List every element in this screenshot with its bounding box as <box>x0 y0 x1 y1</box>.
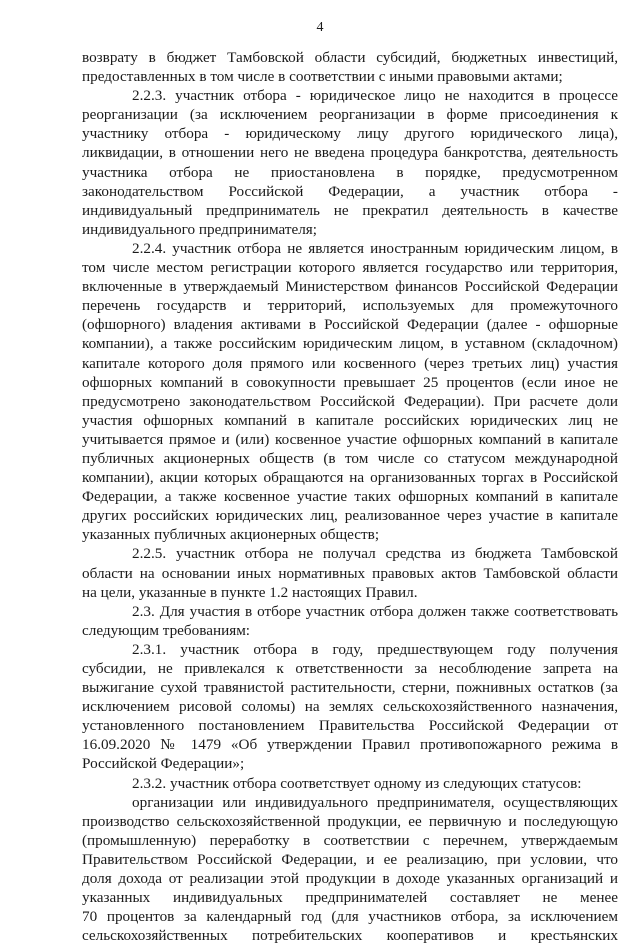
text-line: указанных публичных акционерных обществ; <box>82 526 380 544</box>
text-line: организации или индивидуального предпринимателя, осуществляющих <box>132 793 618 811</box>
text-line: на цели, указанные в пункте 1.2 настоящих Правил. <box>82 583 418 601</box>
text-line: перечень государств и территорий, используемых для промежуточного <box>82 297 618 315</box>
text-line: следующим требованиям: <box>82 621 251 639</box>
text-line: субсидии, не привлекался к ответственности за несоблюдение запрета на <box>82 660 618 677</box>
page-number: 4 <box>316 20 324 35</box>
text-line: (промышленную) переработку в соответствии с перечнем, утверждаемым <box>82 831 618 849</box>
text-line: участия офшорных компаний в капитале российских юридических лиц не <box>82 411 618 429</box>
text-line: Правительством Российской Федерации, и ее реализацию, при условии, что <box>82 850 618 868</box>
text-line: публичных акционерных обществ (в том числе со статусом международной <box>82 449 618 467</box>
text-line: исключением рисовой соломы) на землях сельскохозяйственного назначения, <box>82 698 618 716</box>
text-line: 2.3.2. участник отбора соответствует одному из следующих статусов: <box>132 774 582 792</box>
text-line: учитывается прямое и (или) косвенное участие офшорных компаний в капитале <box>82 430 618 448</box>
text-line: включенные в утверждаемый Министерством финансов Российской Федерации <box>82 278 618 296</box>
text-line: реорганизации (за исключением реорганизации в форме присоединения к <box>82 106 618 124</box>
text-line: установленного постановлением Правительства Российской Федерации от <box>82 717 618 735</box>
text-line: 16.09.2020 № 1479 «Об утверждении Правил противопожарного режима в <box>82 736 618 754</box>
text-line: том числе местом регистрации которого является государство или территория, <box>82 259 618 277</box>
text-line: законодательством Российской Федерации, а участник отбора - <box>82 182 618 200</box>
text-line: выжигание сухой травянистой растительности, стерни, пожнивных остатков (за <box>82 679 618 697</box>
text-line: (офшорного) владения активами в Российской Федерации (далее - офшорные <box>82 316 618 334</box>
text-line: Федерации, а также косвенное участие таких офшорных компаний в капитале <box>82 488 618 506</box>
text-line: 2.2.5. участник отбора не получал средства из бюджета Тамбовской <box>132 545 618 563</box>
text-line: 2.2.3. участник отбора - юридическое лицо не находится в процессе <box>132 87 618 105</box>
text-line: участника отбора не приостановлена в порядке, предусмотренном <box>82 163 618 181</box>
text-line: Российской Федерации»; <box>82 755 245 773</box>
text-line: области на основании иных нормативных правовых актов Тамбовской области <box>82 564 618 582</box>
text-line: производство сельскохозяйственной продукции, ее первичную и последующую <box>82 812 618 830</box>
text-line: 2.3.1. участник отбора в году, предшествующем году получения <box>132 640 618 658</box>
text-line: компании), а также российским юридическим лицом, в уставном (складочном) <box>82 335 618 353</box>
text-line: других российских юридических лиц, реализованное через участие в капитале <box>82 507 618 525</box>
text-line: предоставленных в том числе в соответствии с иными правовыми актами; <box>82 68 563 86</box>
text-line: сельскохозяйственных потребительских кооперативов и крестьянских <box>82 927 618 945</box>
text-line: капитале которого доля прямого или косвенного (через третьих лиц) участия <box>82 354 618 372</box>
text-line: доля дохода от реализации этой продукции в доходе указанных организаций и <box>82 870 618 888</box>
text-line: указанных индивидуальных предпринимателей составляет не менее <box>82 889 618 907</box>
text-line: предусмотрено законодательством Российской Федерации). При расчете доли <box>82 392 618 410</box>
text-line: 2.2.4. участник отбора не является иностранным юридическим лицом, в <box>132 239 618 257</box>
document-body <box>82 48 618 945</box>
text-line: компании), акции которых обращаются на организованных торгах в Российской <box>82 469 618 487</box>
text-line: индивидуальный предприниматель не прекратил деятельность в качестве <box>82 201 618 219</box>
text-line: участнику отбора - юридическому лицу другого юридического лица), <box>82 125 618 143</box>
text-line: 2.3. Для участия в отборе участник отбора должен также соответствовать <box>132 602 618 620</box>
text-line: 70 процентов за календарный год (для участников отбора, за исключением <box>82 908 618 926</box>
text-line: возврату в бюджет Тамбовской области субсидий, бюджетных инвестиций, <box>82 49 618 66</box>
text-line: офшорных компаний в совокупности превышает 25 процентов (если иное не <box>82 373 618 391</box>
text-line: индивидуального предпринимателя; <box>82 220 317 238</box>
text-line: ликвидации, в отношении него не введена процедура банкротства, деятельность <box>82 144 618 162</box>
